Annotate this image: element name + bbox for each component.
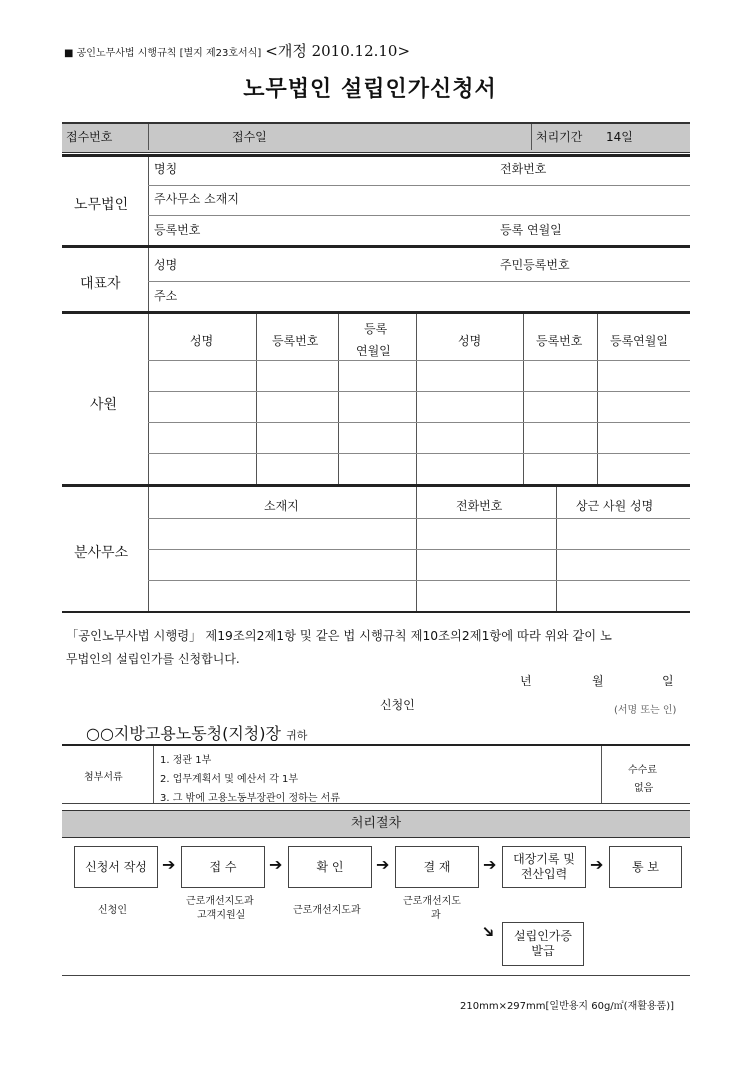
actor-applicant: 신청인 <box>98 905 127 916</box>
row-line <box>148 391 690 392</box>
step-registry-label-1: 대장기록 및 <box>513 852 575 866</box>
receipt-date-label: 접수일 <box>232 130 267 144</box>
row-line <box>148 215 690 216</box>
step-review <box>288 846 372 888</box>
step-approval <box>395 846 479 888</box>
member-col-reg: 등록번호 <box>272 334 319 348</box>
row-line <box>148 281 690 282</box>
receipt-number-label: 접수번호 <box>66 130 113 144</box>
section-rule <box>62 154 690 157</box>
representative-id-field[interactable]: 주민등록번호 <box>500 258 570 272</box>
signature-label: (서명 또는 인) <box>614 705 677 716</box>
representative-address-field[interactable]: 주소 <box>154 289 178 303</box>
step-application <box>74 846 158 888</box>
divider <box>148 157 149 245</box>
processing-period-label: 처리기간 <box>536 130 583 144</box>
applicant-label: 신청인 <box>380 698 415 712</box>
arrow-right-icon: ➔ <box>269 855 283 874</box>
divider <box>338 314 339 484</box>
step-receipt <box>181 846 265 888</box>
fee-label: 수수료 <box>628 765 657 776</box>
section-rule <box>62 744 690 746</box>
addressee <box>86 721 307 744</box>
row-line <box>62 803 690 804</box>
main-office-field[interactable]: 주사무소 소재지 <box>154 192 239 206</box>
corporation-section-label: 노무법인 <box>74 197 129 213</box>
actor-approval-1: 근로개선지도 <box>403 896 461 907</box>
row-line <box>148 453 690 454</box>
divider <box>256 314 257 484</box>
member-col-name-2: 성명 <box>458 334 482 348</box>
form-reference <box>64 40 410 61</box>
member-col-date-1: 등록 <box>364 322 388 336</box>
divider <box>523 314 524 484</box>
attachment-item: 3. 그 밖에 고용노동부장관이 정하는 서류 <box>160 793 340 804</box>
attachments-label: 첨부서류 <box>84 772 123 783</box>
branch-col-location: 소재지 <box>264 499 299 513</box>
section-rule <box>62 484 690 487</box>
divider <box>148 314 149 484</box>
date-month-label: 월 <box>592 674 604 688</box>
date-year-label: 년 <box>520 674 532 688</box>
step-issue-label-1: 설립인가증 <box>514 929 572 943</box>
paper-spec: 210mm×297mm[일반용지 60g/㎡(재활용품)] <box>460 1001 675 1012</box>
arrow-down-right-icon: ➔ <box>477 920 501 943</box>
member-col-reg-2: 등록번호 <box>536 334 583 348</box>
arrow-right-icon: ➔ <box>162 855 176 874</box>
row-line <box>148 580 690 581</box>
actor-receipt-1: 근로개선지도과 <box>186 896 254 907</box>
page-title: 노무법인 설립인가신청서 <box>243 77 497 102</box>
divider <box>148 124 149 150</box>
corporation-phone-field[interactable]: 전화번호 <box>500 162 547 176</box>
receipt-bar <box>62 122 690 153</box>
row-line <box>148 518 690 519</box>
step-application-label: 신청서 작성 <box>85 859 147 874</box>
attachment-item: 2. 업무계획서 및 예산서 각 1부 <box>160 774 299 785</box>
branch-col-phone: 전화번호 <box>456 499 503 513</box>
registration-number-field[interactable]: 등록번호 <box>154 223 201 237</box>
member-col-date-full: 등록연월일 <box>610 334 668 348</box>
corporation-name-field[interactable]: 명칭 <box>154 162 178 176</box>
addressee-name: ○○지방고용노동청(지청)장 <box>86 724 281 743</box>
divider <box>601 746 602 803</box>
actor-review: 근로개선지도과 <box>293 905 361 916</box>
section-rule <box>62 611 690 613</box>
form-reference-text: ■ 공인노무사법 시행규칙 [별지 제23호서식] <box>64 48 262 59</box>
branch-section-label: 분사무소 <box>74 545 129 561</box>
step-registry-label-2: 전산입력 <box>520 867 568 881</box>
member-col-date-2: 연월일 <box>356 344 391 358</box>
step-registry <box>502 846 586 888</box>
member-col-name: 성명 <box>190 334 214 348</box>
step-notice <box>609 846 682 888</box>
step-notice-label: 통 보 <box>632 859 659 874</box>
actor-approval-2: 과 <box>431 910 441 921</box>
actor-receipt-2: 고객지원실 <box>197 910 246 921</box>
statement-line-1: 「공인노무사법 시행령」 제19조의2제1항 및 같은 법 시행규칙 제10조의2제1항에 따라 위와 같이 노 <box>66 629 612 643</box>
divider <box>531 124 532 150</box>
revision-date: <개정 2010.12.10> <box>265 42 411 60</box>
divider <box>416 314 417 484</box>
date-day-label: 일 <box>662 674 674 688</box>
row-line <box>148 549 690 550</box>
statement-line-2: 무법인의 설립인가를 신청합니다. <box>66 652 240 666</box>
step-approval-label: 결 재 <box>423 859 451 874</box>
divider <box>597 314 598 484</box>
row-line <box>148 360 690 361</box>
branch-col-staff: 상근 사원 성명 <box>576 499 654 513</box>
fee-value: 없음 <box>634 783 654 794</box>
addressee-honorific: 귀하 <box>286 729 308 742</box>
representative-section-label: 대표자 <box>80 276 121 292</box>
step-issue <box>502 922 584 966</box>
step-issue-label-2: 발급 <box>531 944 555 958</box>
procedure-title: 처리절차 <box>62 810 690 838</box>
step-review-label: 확 인 <box>316 859 344 874</box>
row-line <box>148 185 690 186</box>
row-line <box>148 422 690 423</box>
members-section-label: 사원 <box>90 397 118 413</box>
arrow-right-icon: ➔ <box>483 855 497 874</box>
arrow-right-icon: ➔ <box>590 855 604 874</box>
representative-name-field[interactable]: 성명 <box>154 258 178 272</box>
footer-rule <box>62 975 690 976</box>
attachment-item: 1. 정관 1부 <box>160 755 212 766</box>
step-receipt-label: 접 수 <box>209 859 237 874</box>
arrow-right-icon: ➔ <box>376 855 390 874</box>
divider <box>148 248 149 311</box>
section-rule <box>62 311 690 314</box>
processing-period-value: 14일 <box>606 130 633 144</box>
section-rule <box>62 245 690 248</box>
divider <box>153 746 154 803</box>
registration-date-field[interactable]: 등록 연월일 <box>500 223 562 237</box>
